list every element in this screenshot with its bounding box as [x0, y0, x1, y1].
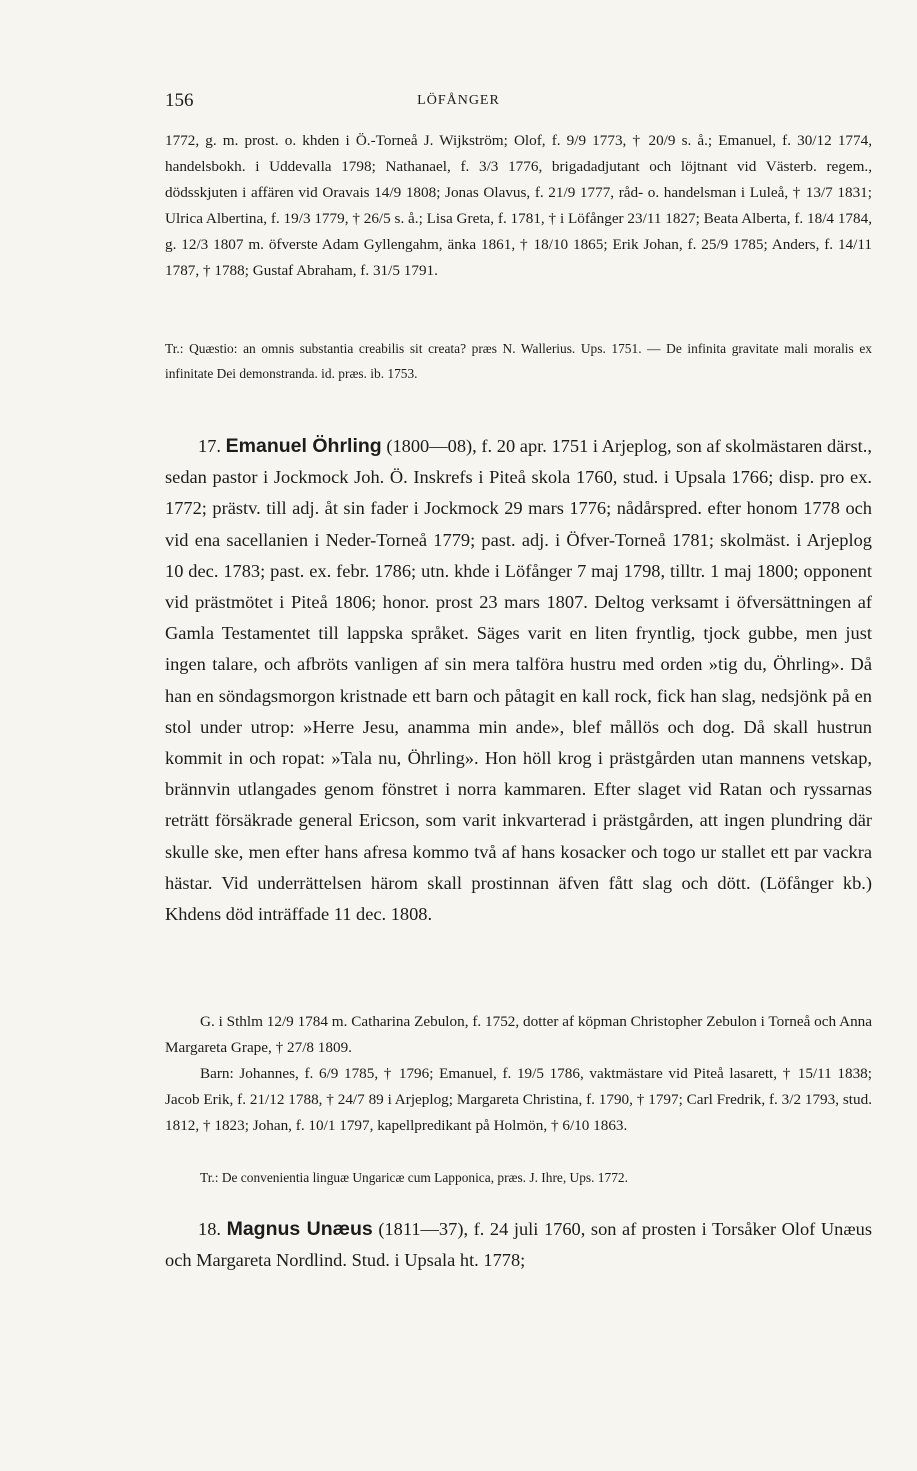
entry-17-body: (1800—08), f. 20 apr. 1751 i Arjeplog, son af skolmästaren därst., sedan pastor i Jockmock Joh. Ö. Inskrefs i Piteå skola 1760, stud. i Upsala 1766; disp. pro ex. 1772; prästv. till adj. åt sin fader i Jockmock 29 mars 1776; nådårspred. efter honom 1778 och vid ena sacellanien i Neder-Torneå 1779; past. adj. i Öfver-Torneå 1781; skolmäst. i Arjeplog 10 dec. 1783; past. ex. febr. 1786; utn. khde i Löfånger 7 maj 1798, tilltr. 1 maj 1800; opponent vid prästmötet i Piteå 1806; honor. prost 23 mars 1807. Deltog verksamt i öfversättningen af Gamla Testamentet till lappska språket. Säges varit en liten fryntlig, tjock gubbe, men just ingen talare, och afbröts vanligen af sin mera talföra hustru med orden »tig du, Öhrling». Då han en söndagsmorgon kristnade ett barn och påtagit en kall rock, fick han slag, nedsjönk på en stol under utrop: »Herre Jesu, anamma min ande», blef mållös och dog. Då skall hustrun kommit in och ropat: »Tala nu, Öhrling». Hon höll krog i prästgården utan mannens vetskap, brännvin utlangades genom fönstret i norra kammaren. Efter slaget vid Ratan och ryssarnas reträtt försäkrade general Ericson, som varit inkvarterad i prästgården, att ingen plundring där skulle ske, men efter hans afresa kommo två af hans kosacker och togo ur stallet ett par vackra hästar. Vid underrättelsen härom skall prostinnan äfven fått slag och dött. (Löfånger kb.) Khdens död inträffade 11 dec. 1808. — [165, 436, 872, 925]
entry-17-tr: Tr.: De convenientia linguæ Ungaricæ cum Lapponica, præs. J. Ihre, Ups. 1772. — [200, 1170, 628, 1185]
entry-18-body: (1811—37), f. 24 juli 1760, son af prosten i Torsåker Olof Unæus och Margareta Nordlind. Stud. i Upsala ht. 1778; — [165, 1219, 872, 1271]
entry-18 — [165, 1214, 872, 1276]
entry-17 — [165, 431, 872, 930]
entry-18-number: 18. — [198, 1219, 221, 1239]
entry-17-name: Emanuel Öhrling — [225, 435, 382, 457]
continuation-tr: Tr.: Quæstio: an omnis substantia creabilis sit creata? præs N. Wallerius. Ups. 1751. — De infinita gravitate mali moralis ex infinitate Dei demonstranda. id. præs. ib. 1753. — [165, 341, 872, 381]
running-title: LÖFÅNGER — [417, 93, 500, 108]
page-number: 156 — [165, 90, 194, 111]
continuation-paragraph: 1772, g. m. prost. o. khden i Ö.-Torneå J. Wijkström; Olof, f. 9/9 1773, † 20/9 s. å.; Emanuel, f. 30/12 1774, handelsbokh. i Uddevalla 1798; Nathanael, f. 3/3 1776, brigadadjutant och löjtnant vid Västerb. regem., dödsskjuten i affären vid Oravais 14/9 1808; Jonas Olavus, f. 21/9 1777, råd- o. handelsman i Luleå, † 13/7 1831; Ulrica Albertina, f. 19/3 1779, † 26/5 s. å.; Lisa Greta, f. 1781, † i Löfånger 23/11 1827; Beata Alberta, f. 18/4 1784, g. 12/3 1807 m. öfverste Adam Gyllengahm, änka 1861, † 18/10 1865; Erik Johan, f. 25/9 1785; Anders, f. 14/11 1787, † 1788; Gustaf Abraham, f. 31/5 1791. — [165, 132, 872, 280]
entry-18-name: Magnus Unæus — [226, 1218, 373, 1240]
entry-17-number: 17. — [198, 436, 221, 456]
entry-17-children: Barn: Johannes, f. 6/9 1785, † 1796; Emanuel, f. 19/5 1786, vaktmästare vid Piteå lasarett, † 15/11 1838; Jacob Erik, f. 21/12 1788, † 24/7 89 i Arjeplog; Margareta Christina, f. 1790, † 1797; Carl Fredrik, f. 3/2 1793, stud. 1812, † 1823; Johan, f. 10/1 1797, kapellpredikant på Holmön, † 6/10 1863. — [165, 1065, 872, 1135]
entry-17-marriage: G. i Sthlm 12/9 1784 m. Catharina Zebulon, f. 1752, dotter af köpman Christopher Zebulon i Torneå och Anna Margareta Grape, † 27/8 1809. — [165, 1013, 872, 1057]
